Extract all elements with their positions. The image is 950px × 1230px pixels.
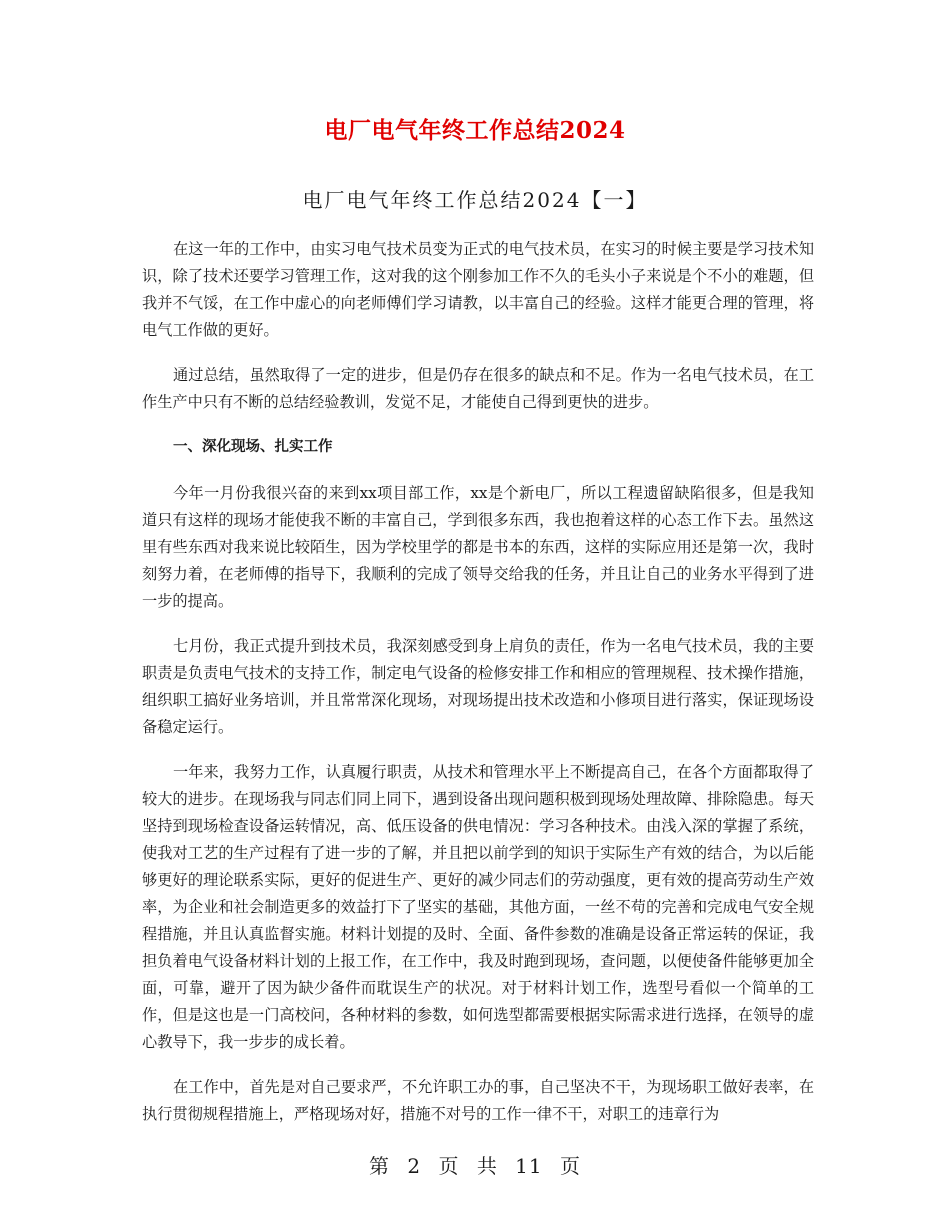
section-paragraph: 七月份，我正式提升到技术员，我深刻感受到身上肩负的责任，作为一名电气技术员，我的主要职责是负责电气技术的支持工作，制定电气设备的检修安排工作和相应的管理规程、技术操作措施，组织职工搞好业务培训，并且常常深化现场，对现场提出技术改造和小修项目进行落实，保证现场设备稳定运行。 (142, 637, 814, 736)
intro-paragraph: 通过总结，虽然取得了一定的进步，但是仍存在很多的缺点和不足。作为一名电气技术员，在工作生产中只有不断的总结经验教训，发觉不足，才能使自己得到更快的进步。 (142, 366, 814, 411)
page-label-prefix: 第 (369, 1154, 390, 1178)
document-body (142, 236, 814, 1146)
section-paragraph: 今年一月份我很兴奋的来到xx项目部工作，xx是个新电厂，所以工程遗留缺陷很多，但是我知道只有这样的现场才能使我不断的丰富自己，学到很多东西，我也抱着这样的心态工作下去。虽然这里有些东西对我来说比较陌生，因为学校里学的都是书本的东西，这样的实际应用还是第一次，我时刻努力着，在老师傅的指导下，我顺利的完成了领导交给我的任务，并且让自己的业务水平得到了进一步的提高。 (142, 484, 814, 610)
current-page-number: 2 (407, 1154, 422, 1178)
intro-paragraph: 在这一年的工作中，由实习电气技术员变为正式的电气技术员，在实习的时候主要是学习技术知识，除了技术还要学习管理工作，这对我的这个刚参加工作不久的毛头小子来说是个不小的难题，但我并不气馁，在工作中虚心的向老师傅们学习请教，以丰富自己的经验。这样才能更合理的管理，将电气工作做的更好。 (142, 240, 814, 339)
section-paragraph: 在工作中，首先是对自己要求严，不允许职工办的事，自己坚决不干，为现场职工做好表率，在执行贯彻规程措施上，严格现场对好，措施不对号的工作一律不干，对职工的违章行为 (142, 1078, 814, 1123)
page-footer (0, 1150, 950, 1179)
document-title: 电厂电气年终工作总结2024 (324, 117, 626, 144)
page-label-mid: 页 (438, 1154, 460, 1178)
total-pages-number: 11 (515, 1154, 543, 1178)
section-heading: 一、深化现场、扎实工作 (173, 439, 333, 455)
section-paragraph: 一年来，我努力工作，认真履行职责，从技术和管理水平上不断提高自己，在各个方面都取得了较大的进步。在现场我与同志们同上同下，遇到设备出现问题积极到现场处理故障、排除隐患。每天坚持到现场检查设备运转情况，高、低压设备的供电情况：学习各种技术。由浅入深的掌握了系统，使我对工艺的生产过程有了进一步的了解，并且把以前学到的知识于实际生产有效的结合，为以后能够更好的理论联系实际，更好的促进生产、更好的减少同志们的劳动强度，更有效的提高劳动生产效率，为企业和社会制造更多的效益打下了坚实的基础，其他方面，一丝不苟的完善和完成电气安全规程措施，并且认真监督实施。材料计划提的及时、全面、备件参数的准确是设备正常运转的保证，我担负着电气设备材料计划的上报工作，在工作中，我及时跑到现场，查问题，以便使备件能够更加全面，可靠，避开了因为缺少备件而耽误生产的状况。对于材料计划工作，选型号看似一个简单的工作，但是这也是一门高校问，各种材料的参数，如何选型都需要根据实际需求进行选择，在领导的虚心教导下，我一步步的成长着。 (142, 763, 814, 1051)
page-label-suffix: 页 (559, 1154, 581, 1178)
document-subtitle: 电厂电气年终工作总结2024【一】 (302, 188, 648, 212)
total-label: 共 (476, 1154, 498, 1178)
